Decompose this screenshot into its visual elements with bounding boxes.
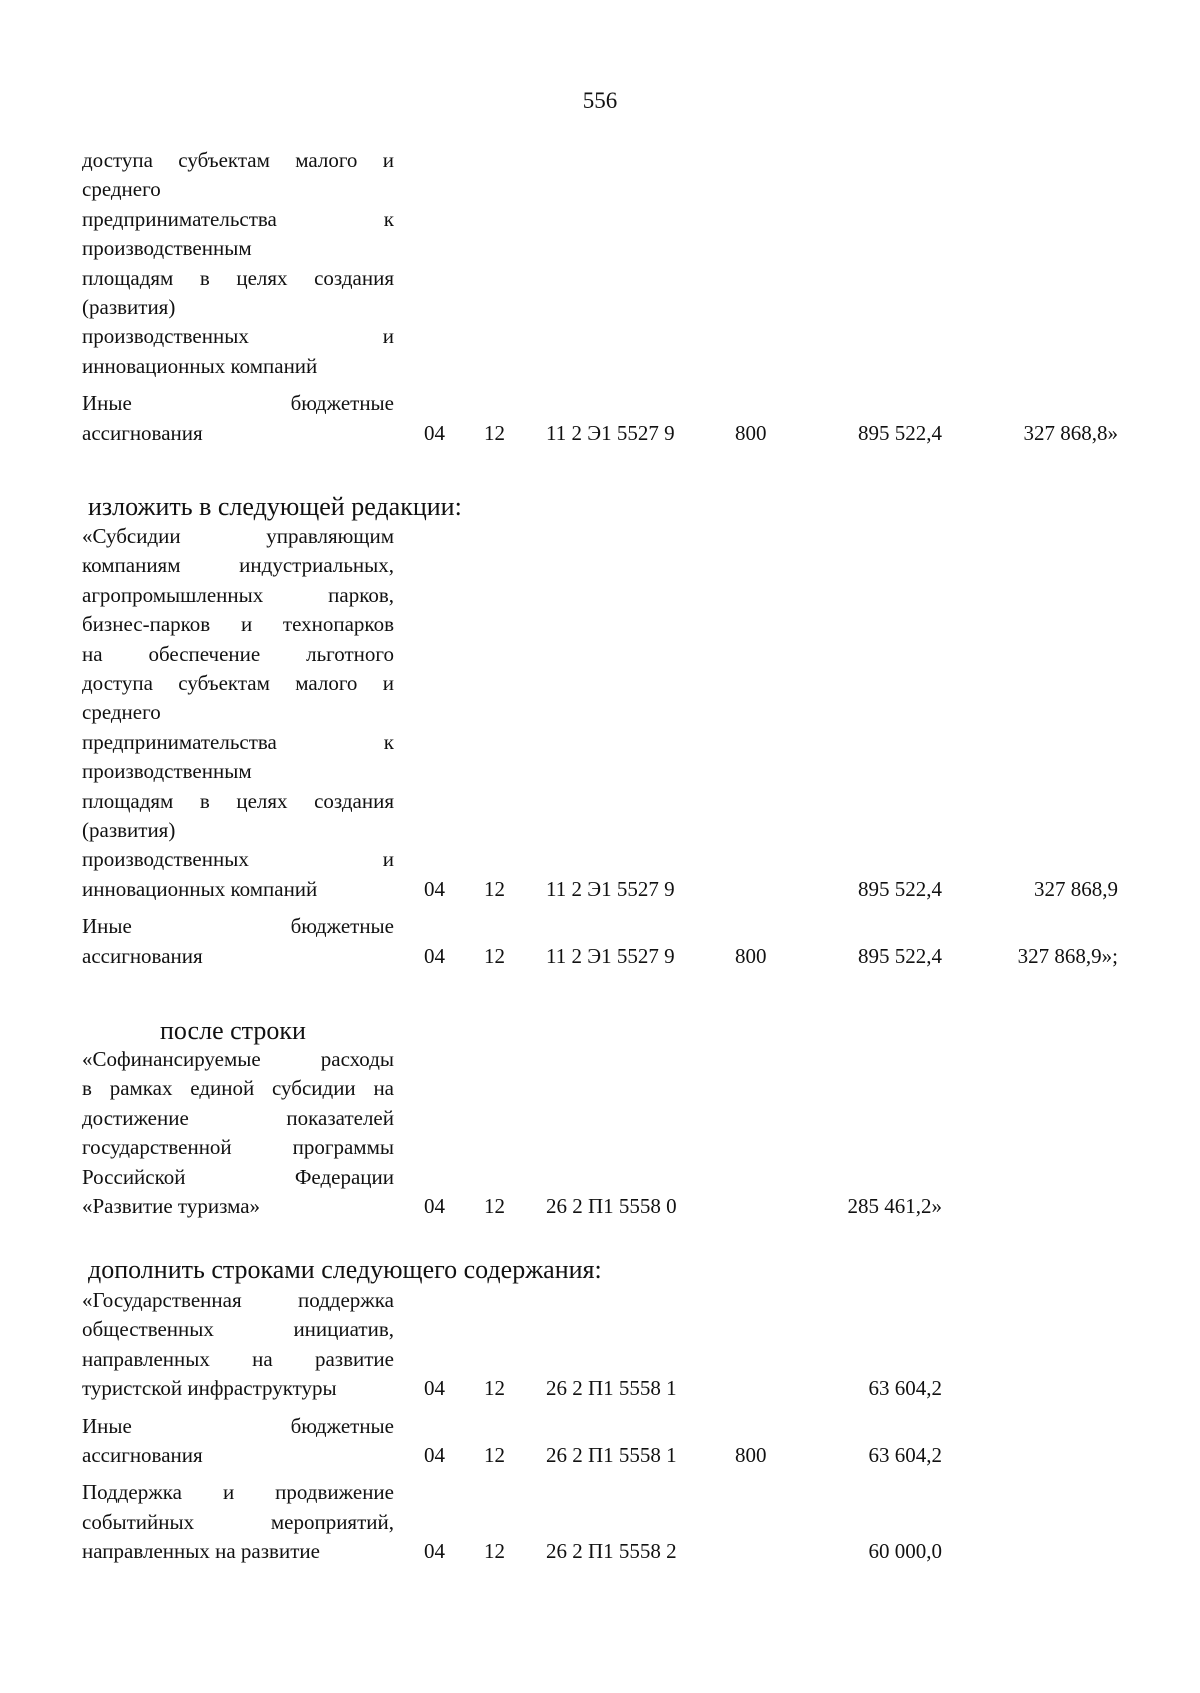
row-description bbox=[82, 146, 394, 381]
target-article-code: 26 2 П1 5558 2 bbox=[546, 1539, 677, 1564]
amount-year-2: 327 868,9»; bbox=[1017, 943, 1118, 968]
description-line: доступа субъектам малого и bbox=[82, 148, 394, 172]
subsection-code: 12 bbox=[484, 1194, 505, 1219]
section-code: 04 bbox=[424, 1194, 445, 1219]
description-line: Российской Федерации bbox=[82, 1164, 394, 1189]
target-article-code: 11 2 Э1 5527 9 bbox=[546, 876, 675, 901]
description-line: Иные бюджетные bbox=[82, 914, 394, 939]
table-row bbox=[0, 912, 1200, 971]
description-line: бизнес-парков и технопарков bbox=[82, 612, 394, 637]
row-description bbox=[82, 1286, 394, 1404]
amount-year-1: 63 604,2 bbox=[868, 1443, 942, 1468]
heading-new-edition: изложить в следующей редакции: bbox=[88, 492, 462, 521]
description-line: площадям в целях создания bbox=[82, 265, 394, 290]
amount-year-1: 895 522,4 bbox=[858, 876, 942, 901]
description-line: направленных на развитие bbox=[82, 1539, 320, 1564]
description-line: ассигнования bbox=[82, 943, 203, 968]
description-line: среднего bbox=[82, 177, 161, 202]
page-number: 556 bbox=[582, 88, 618, 113]
table-block-added-rows bbox=[0, 1286, 1200, 1567]
description-line: туристской инфраструктуры bbox=[82, 1376, 337, 1401]
description-line: событийных мероприятий, bbox=[82, 1509, 394, 1534]
description-line: среднего bbox=[82, 700, 161, 725]
description-line: в рамках единой субсидии на bbox=[82, 1076, 394, 1101]
table-block-original bbox=[0, 146, 1200, 448]
description-line: Иные бюджетные bbox=[82, 391, 394, 416]
description-line: «Государственная поддержка bbox=[82, 1288, 394, 1312]
table-row bbox=[0, 1045, 1200, 1221]
description-line: производственных и bbox=[82, 324, 394, 349]
amount-year-1: 285 461,2» bbox=[847, 1194, 942, 1219]
table-block-new-edition bbox=[0, 522, 1200, 971]
table-row bbox=[0, 1478, 1200, 1566]
amount-year-1: 895 522,4 bbox=[858, 943, 942, 968]
section-code: 04 bbox=[424, 943, 445, 968]
amount-year-1: 895 522,4 bbox=[858, 420, 942, 445]
description-line: на обеспечение льготного bbox=[82, 641, 394, 666]
description-line: инновационных компаний bbox=[82, 876, 318, 901]
description-line: предпринимательства к bbox=[82, 729, 394, 754]
subsection-code: 12 bbox=[484, 1539, 505, 1564]
description-line: «Софинансируемые расходы bbox=[82, 1047, 394, 1071]
subsection-code: 12 bbox=[484, 943, 505, 968]
row-description bbox=[82, 389, 394, 448]
target-article-code: 11 2 Э1 5527 9 bbox=[546, 420, 675, 445]
row-description bbox=[82, 1478, 394, 1566]
description-line: достижение показателей bbox=[82, 1105, 394, 1130]
heading-add-rows: дополнить строками следующего содержания: bbox=[88, 1255, 602, 1284]
subsection-code: 12 bbox=[484, 1376, 505, 1401]
section-code: 04 bbox=[424, 876, 445, 901]
table-row bbox=[0, 1286, 1200, 1404]
row-description bbox=[82, 912, 394, 971]
amount-year-2: 327 868,9 bbox=[1034, 876, 1118, 901]
expense-type-code: 800 bbox=[735, 943, 767, 968]
target-article-code: 11 2 Э1 5527 9 bbox=[546, 943, 675, 968]
row-description bbox=[82, 1045, 394, 1221]
amount-year-1: 63 604,2 bbox=[868, 1376, 942, 1401]
section-code: 04 bbox=[424, 1376, 445, 1401]
description-line: производственных и bbox=[82, 847, 394, 872]
amount-year-1: 60 000,0 bbox=[868, 1539, 942, 1564]
description-line: доступа субъектам малого и bbox=[82, 671, 394, 696]
section-code: 04 bbox=[424, 1539, 445, 1564]
subsection-code: 12 bbox=[484, 1443, 505, 1468]
description-line: площадям в целях создания bbox=[82, 788, 394, 813]
table-row bbox=[0, 522, 1200, 904]
description-line: (развития) bbox=[82, 818, 176, 843]
description-line: Поддержка и продвижение bbox=[82, 1480, 394, 1505]
description-line: «Развитие туризма» bbox=[82, 1194, 261, 1219]
amount-year-2: 327 868,8» bbox=[1023, 420, 1118, 445]
description-line: ассигнования bbox=[82, 1443, 203, 1468]
expense-type-code: 800 bbox=[735, 1443, 767, 1468]
row-description bbox=[82, 1412, 394, 1471]
description-line: общественных инициатив, bbox=[82, 1317, 394, 1342]
row-description bbox=[82, 522, 394, 904]
description-line: компаниям индустриальных, bbox=[82, 553, 394, 578]
description-line: агропромышленных парков, bbox=[82, 582, 394, 607]
target-article-code: 26 2 П1 5558 1 bbox=[546, 1376, 677, 1401]
description-line: предпринимательства к bbox=[82, 206, 394, 231]
description-line: Иные бюджетные bbox=[82, 1413, 394, 1438]
expense-type-code: 800 bbox=[735, 420, 767, 445]
subsection-code: 12 bbox=[484, 876, 505, 901]
target-article-code: 26 2 П1 5558 0 bbox=[546, 1194, 677, 1219]
section-code: 04 bbox=[424, 420, 445, 445]
subsection-code: 12 bbox=[484, 420, 505, 445]
table-row bbox=[0, 1412, 1200, 1471]
table-row bbox=[0, 146, 1200, 381]
target-article-code: 26 2 П1 5558 1 bbox=[546, 1443, 677, 1468]
section-code: 04 bbox=[424, 1443, 445, 1468]
heading-after-row: после строки bbox=[160, 1016, 306, 1045]
table-block-after-row bbox=[0, 1045, 1200, 1221]
description-line: (развития) bbox=[82, 295, 176, 320]
description-line: «Субсидии управляющим bbox=[82, 524, 394, 548]
description-line: производственным bbox=[82, 759, 252, 784]
description-line: направленных на развитие bbox=[82, 1346, 394, 1371]
table-row bbox=[0, 389, 1200, 448]
description-line: государственной программы bbox=[82, 1135, 394, 1160]
description-line: ассигнования bbox=[82, 420, 203, 445]
description-line: производственным bbox=[82, 236, 252, 261]
description-line: инновационных компаний bbox=[82, 353, 318, 378]
